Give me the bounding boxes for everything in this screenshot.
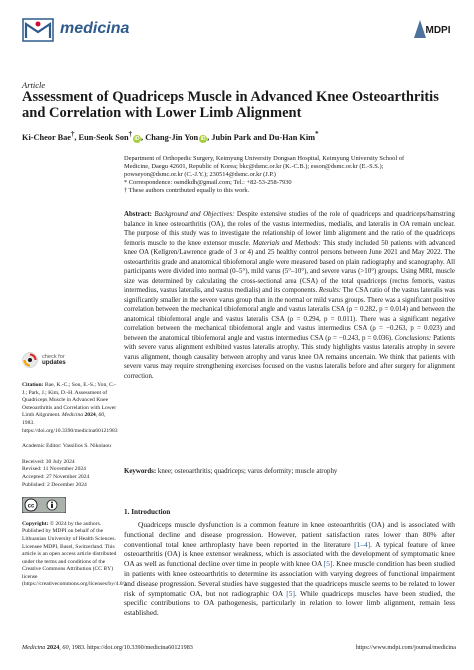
copyright-label: Copyright: (22, 520, 49, 527)
check-for-updates-icon (22, 352, 38, 368)
affiliation-line: Medicine, Daegu 42601, Republic of Korea; bkc@dsmc.or.kr (K.-C.B.); esson@dsmc.or.kr (E.-S.S.); (124, 163, 384, 170)
check-line-2: updates (42, 359, 66, 366)
doi-link[interactable]: , 1983. https://doi.org/10.3390/medicina60121983 (22, 412, 118, 434)
academic-editor: Academic Editor: Vassilios S. Nikolaou (22, 443, 111, 450)
affiliation-line: Department of Orthopedic Surgery, Keimyung University Dongsan Hospital, Keimyung University School of (124, 155, 405, 162)
author-name[interactable]: Du-Han Kim (268, 132, 316, 142)
author-list: Ki-Cheor Bae†, Eun-Seok Son†iD , Chang-Jin Yon iD , Jubin Park and Du-Han Kim* (22, 131, 319, 142)
article-title: Assessment of Quadriceps Muscle in Advanced Knee Osteoarthritis and Correlation with Lower Limb Alignment (22, 89, 439, 121)
page-header (22, 18, 456, 44)
footer-doi-link[interactable]: , 1983. https://doi.org/10.3390/medicina60121983 (68, 644, 193, 651)
footer-citation: Medicina 2024, 60, 1983. https://doi.org/10.3390/medicina60121983 (22, 644, 193, 651)
journal-name[interactable]: medicina (60, 20, 130, 37)
abstract-label: Abstract: (124, 211, 152, 218)
affiliation-block (124, 155, 454, 195)
citation-link[interactable]: [5] (286, 588, 295, 598)
author-name[interactable]: Chang-Jin Yon (145, 132, 199, 142)
journal-url-link[interactable]: https://www.mdpi.com/journal/medicina (355, 644, 456, 651)
abstract-results-label: Results: (318, 287, 342, 294)
equal-contribution-note: † These authors contributed equally to this work. (124, 187, 250, 194)
citation-block: Citation: Bae, K.-C.; Son, E.-S.; Yon, C.-J.; Park, J.; Kim, D.-H. Assessment of Quadriceps Muscle in Advanced Knee Osteoarthritis and Correlation with Lower Limb Alignment. Medicina 2024, 60, 1983. https://doi.org/10.3390/medicina60121983 (22, 382, 118, 434)
abstract-background-label: Background and Objectives: (154, 211, 235, 218)
citation-link[interactable]: [5] (323, 559, 333, 569)
abstract-results-text: The CSA ratio of the vastus lateralis was significantly smaller in the severe varus group than in the normal or mild varus groups. There was a significant positive correlation between the mechanical tibiofemoral angle and vastus lateralis CSA (ρ = 0.282, p = 0.014) and between the anatomical tibiofemoral angle and vastus lateralis CSA (ρ = 0.294, p = 0.011). There was a significant negative correlation between the mechanical tibiofemoral angle and vastus intermedius CSA (ρ = −0.263, p = 0.023) and between the anatomical tibiofemoral angle and vastus intermedius CSA (ρ = −0.243, p = 0.036). (124, 287, 455, 342)
author-name[interactable]: Eun-Seok Son (78, 132, 129, 142)
copyright-block: Copyright: © 2024 by the authors. Published by MDPI on behalf of the Lithuanian University of Health Sciences. Licensee MDPI, Basel, Switzerland. This article is an open access article distributed under the terms and conditions of the Creative Commons Attribution (CC BY) license (https://creativecommons.org/licenses/by/4.0/). (22, 520, 128, 588)
check-for-updates-button[interactable] (22, 352, 118, 368)
affiliation-line: powseyon@dsmc.or.kr (C.-J.Y.); 230514@dsmc.or.kr (J.P.) (124, 171, 276, 178)
publisher-name: MDPI (425, 25, 451, 36)
author-name[interactable]: Ki-Cheor Bae (22, 132, 71, 142)
correspondence-line: * Correspondence: osmdkdh@gmail.com; Tel.: +82-53-258-7930 (124, 179, 292, 186)
orcid-icon[interactable]: iD (134, 135, 140, 142)
abstract (124, 210, 455, 381)
author-name[interactable]: Jubin Park (211, 132, 252, 142)
abstract-conclusions-label: Conclusions: (394, 334, 432, 342)
equal-contribution-mark: † (70, 131, 75, 138)
equal-contribution-mark: † (128, 131, 133, 138)
introduction-paragraph: Quadriceps muscle dysfunction is a common feature in knee osteoarthritis (OA) and is associated with functional decline and disease progression. However, patient satisfaction rates lower than 80% after conventional total knee arthroplasty have been reported in the literature [1–4]. A typical feature of knee osteoarthritis (OA) is knee extensor weakness, which is associated with the development of symptomatic knee OA as well as functional decline over time in people with knee OA [5]. Knee muscle condition has been studied in patients with knee osteoarthritis to determine its association with varying degrees of functional impairment and disease progression. Several studies have suggested that the quadriceps muscle seems to be related to lower risk of symptomatic OA, but not radiographic OA [5]. While quadriceps muscles have been studied, the specific contributions to OA pathogenesis, particularly in relation to lower limb alignment, remain less established. (124, 520, 456, 618)
citation-label: Citation: (22, 382, 44, 388)
publication-dates (22, 459, 118, 489)
check-line-1: check for (42, 353, 65, 360)
published-date: Published: 2 December 2024 (22, 481, 87, 488)
citation-link[interactable]: [1–4] (354, 539, 371, 549)
abstract-conclusions-text: Patients with severe varus alignment exhibited vastus lateralis atrophy. This study highlights vastus lateralis atrophy in severe varus alignment, though causality between atrophy and varus knee OA remains uncertain. We think that patients with severe varus may require strengthening exercises focused on the vastus lateralis before and after surgery for alignment correction. (124, 334, 455, 380)
article-type: Article (22, 80, 46, 90)
creative-commons-icon[interactable] (22, 497, 66, 513)
publisher-logo[interactable] (412, 18, 456, 40)
journal-logo-icon (22, 18, 54, 42)
section-heading: 1. Introduction (124, 508, 171, 516)
received-date: Received: 30 July 2024 (22, 458, 75, 465)
keywords-label: Keywords: (124, 468, 157, 475)
keywords (124, 467, 455, 476)
abstract-background-text: Despite extensive studies of the role of quadriceps and quadriceps/hamstring balance in knee osteoarthritis (OA), the roles of the vastus intermedius, medialis, and lateralis in OA remain unclear. The purpose of this study was to investigate the relationship of lower limb alignment and the ratio of the quadriceps femoris muscle to the knee extensor muscle. (124, 211, 455, 247)
revised-date: Revised: 11 November 2024 (22, 466, 86, 473)
corresponding-mark: * (315, 131, 319, 138)
abstract-methods-label: Materials and Methods: (252, 239, 321, 247)
keywords-text: knee; osteoarthritis; quadriceps; varus deformity; muscle atrophy (156, 468, 338, 475)
accepted-date: Accepted: 27 November 2024 (22, 473, 90, 480)
abstract-methods-text: This study included 50 patients with advanced knee OA (Kellgren/Lawrence grade of 3 or 4) and 25 healthy control persons between June 2021 and May 2022. The osteoarthritis grade and anatomical tibiofemoral angle were measured based on plain radiography and scanography. All participants were divided into normal (0–5°), mild varus (5°–10°), and severe varus (>10°) groups. Using MRI, muscle size was determined by calculating the cross-sectional area (CSA) of the total quadriceps (rectus femoris, vastus intermedius, vastus lateralis, and vastus medialis) and its components. (124, 239, 456, 294)
orcid-icon[interactable]: iD (200, 135, 206, 142)
article-sidebar (22, 352, 128, 597)
cc-label: cc (27, 503, 35, 510)
